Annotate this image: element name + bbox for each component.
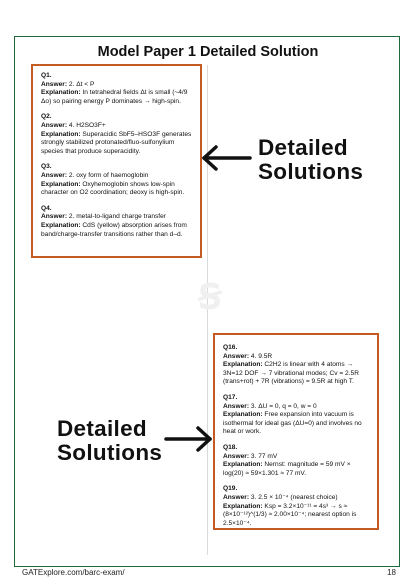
answer-text: 3. 2.5 × 10⁻⁴ (nearest choice) bbox=[250, 493, 338, 501]
answer-label: Answer: bbox=[41, 80, 68, 88]
question-block bbox=[41, 113, 194, 156]
explanation-label: Explanation: bbox=[223, 411, 263, 419]
question-block bbox=[223, 444, 371, 478]
footer-site-link[interactable]: GATExplore.com/barc-exam/ bbox=[22, 568, 125, 577]
explanation-label: Explanation: bbox=[41, 180, 81, 188]
question-block bbox=[41, 205, 194, 239]
explanation-label: Explanation: bbox=[41, 221, 81, 229]
question-number: Q17. bbox=[223, 393, 238, 401]
answer-label: Answer: bbox=[41, 213, 68, 221]
solutions-card-right bbox=[213, 333, 379, 530]
question-number: Q2. bbox=[41, 113, 52, 121]
left-arrow-icon bbox=[200, 144, 252, 172]
explanation-label: Explanation: bbox=[41, 130, 81, 138]
explanation-text: CdS (yellow) absorption arises from band/charge-transfer transitions rather than d–d. bbox=[41, 221, 187, 238]
right-arrow-icon bbox=[164, 425, 214, 453]
page-number: 18 bbox=[387, 568, 396, 577]
question-number: Q16. bbox=[223, 344, 238, 351]
callout-bottom bbox=[57, 417, 162, 465]
answer-text: 2. metal-to-ligand charge transfer bbox=[68, 213, 166, 221]
question-block bbox=[223, 394, 371, 437]
solutions-card-left bbox=[31, 64, 202, 258]
callout-line: Detailed bbox=[258, 135, 348, 160]
answer-text: 3. ΔU = 0, q = 0, w = 0 bbox=[250, 402, 317, 410]
answer-label: Answer: bbox=[223, 452, 250, 460]
callout-line: Solutions bbox=[57, 440, 163, 465]
question-number: Q3. bbox=[41, 163, 52, 171]
question-number: Q4. bbox=[41, 204, 52, 212]
question-block bbox=[223, 485, 371, 528]
explanation-text: C2H2 is linear with 4 atoms → 3N=12 DOF → 7 vibrational modes; Cv = 2.5R (trans+rot) + 7R (vibrations) = 9.5R at high T. bbox=[223, 361, 359, 386]
page-title: Model Paper 1 Detailed Solution bbox=[97, 44, 319, 60]
explanation-label: Explanation: bbox=[41, 89, 81, 97]
question-block bbox=[223, 344, 371, 387]
explanation-text: Free expansion into vacuum is isothermal for ideal gas (ΔU=0) and involves no heat or work. bbox=[223, 411, 362, 436]
question-block bbox=[41, 72, 194, 106]
answer-label: Answer: bbox=[41, 121, 68, 129]
explanation-text: Ksp = 3.2×10⁻¹¹ = 4s³ → s ≈ (8×10⁻¹²)^(1/3) ≈ 2.00×10⁻⁴; nearest option is 2.5×10⁻⁴. bbox=[223, 502, 357, 527]
callout-line: Detailed bbox=[57, 416, 147, 441]
explanation-text: Superacidic SbF5–HSO3F generates strongly stabilized protonated/fluo-sulfonylium species that produce superacidity. bbox=[41, 130, 192, 155]
answer-label: Answer: bbox=[223, 352, 250, 360]
answer-label: Answer: bbox=[41, 171, 68, 179]
answer-text: 4. 9.5R bbox=[250, 352, 273, 360]
answer-label: Answer: bbox=[223, 493, 250, 501]
watermark-logo: ꞩ bbox=[198, 269, 222, 318]
explanation-label: Explanation: bbox=[223, 461, 263, 469]
callout-line: Solutions bbox=[258, 159, 364, 184]
question-number: Q1. bbox=[41, 72, 52, 79]
question-number: Q18. bbox=[223, 443, 238, 451]
answer-text: 3. 77 mV bbox=[250, 452, 278, 460]
answer-label: Answer: bbox=[223, 402, 250, 410]
question-block bbox=[41, 163, 194, 197]
callout-top bbox=[258, 136, 363, 184]
answer-text: 4. H2SO3F+ bbox=[68, 121, 106, 129]
explanation-text: Nernst: magnitude = 59 mV × log(20) ≈ 59×1.301 ≈ 77 mV. bbox=[223, 461, 351, 477]
explanation-label: Explanation: bbox=[223, 502, 263, 510]
explanation-text: In tetrahedral fields Δt is small (~4/9 Δo) so pairing energy P dominates → high-spin. bbox=[41, 89, 188, 105]
explanation-label: Explanation: bbox=[223, 361, 263, 369]
answer-text: 2. oxy form of haemoglobin bbox=[68, 171, 149, 179]
explanation-text: Oxyhemoglobin shows low-spin character on O2 coordination; deoxy is high-spin. bbox=[41, 180, 185, 197]
answer-text: 2. Δt < P bbox=[68, 80, 95, 88]
question-number: Q19. bbox=[223, 485, 238, 493]
